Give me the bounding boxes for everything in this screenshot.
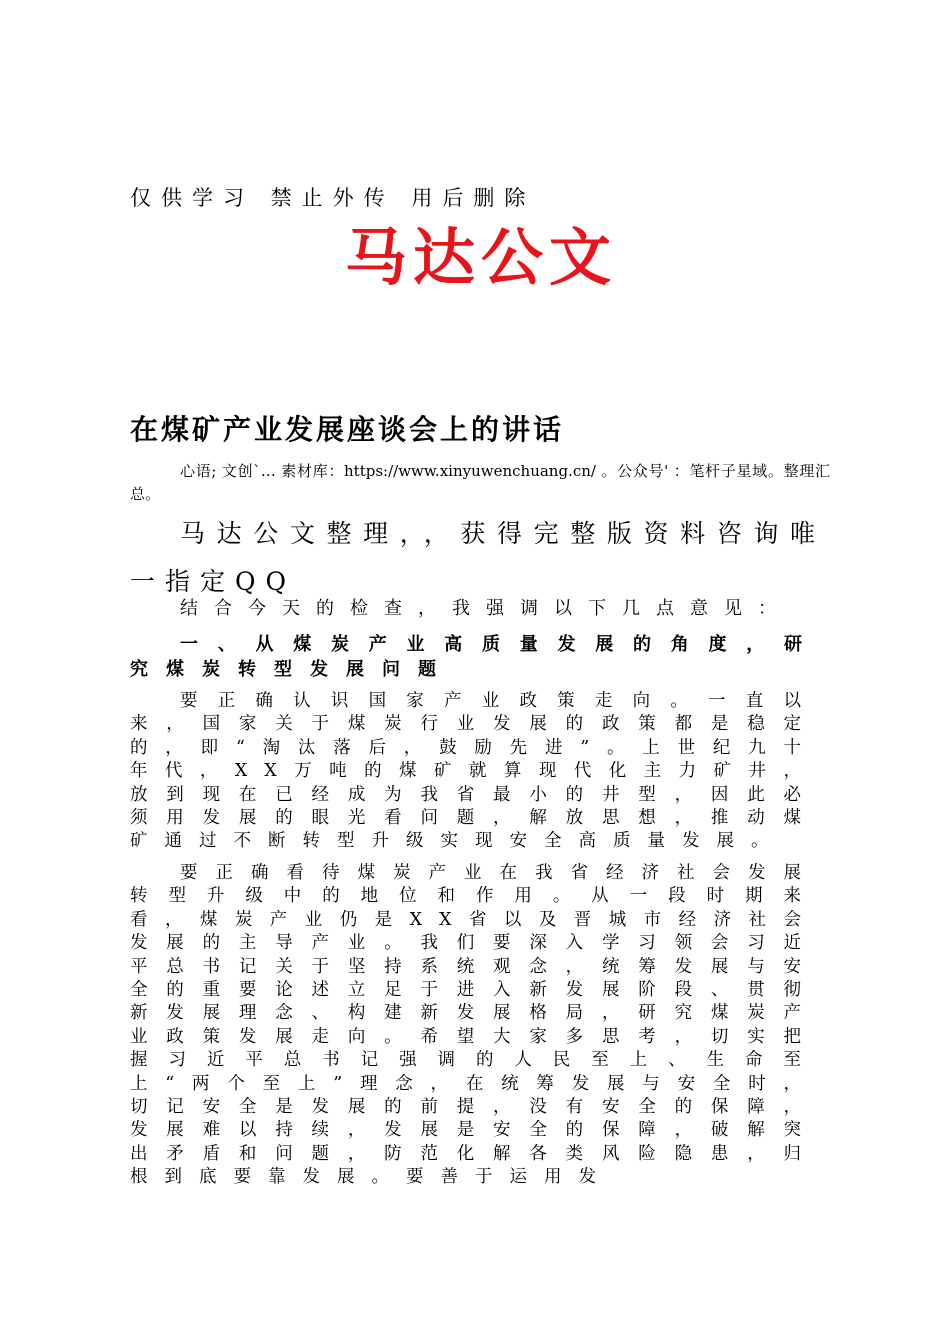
source-line: 心语; 文创`… 素材库：https://www.xinyuwenchuang.cn/ 。公众号' ：笔杆子星域。整理汇总。 <box>130 462 830 503</box>
body-paragraph: 要正确认识国家产业政策走向。一直以来，国家关于煤炭行业发展的政策都是稳定的，即“淘汰落后，鼓励先进”。上世纪九十年代，XX万吨的煤矿就算现代化主力矿井，放到现在已经成为我省最小的井型，因此必须用发展的眼光看问题，解放思想，推动煤矿通过不断转型升级实现安全高质量发展。 <box>130 691 818 852</box>
body-paragraph: 要正确看待煤炭产业在我省经济社会发展转型升级中的地位和作用。从一段时期来看，煤炭产业仍是XX省以及晋城市经济社会发展的主导产业。我们要深入学习领会习近平总书记关于坚持系统观念，统筹发展与安全的重要论述立足于进入新发展阶段、贯彻新发展理念、构建新发展格局，研究煤炭产业政策发展走向。希望大家多思考，切实把握习近平总书记强调的人民至上、生命至上“两个至上”理念，在统筹发展与安全时，切记安全是发展的前提，没有安全的保障，发展难以持续，发展是安全的保障，破解突出矛盾和问题，防范化解各类风险隐患，归根到底要靠发展。要善于运用发 <box>130 863 818 1188</box>
intro-line: 结合今天的检查，我强调以下几点意见： <box>180 598 792 619</box>
document-title: 在煤矿产业发展座谈会上的讲话 <box>130 413 565 446</box>
qq-notice: 马达公文整理，，获得完整版资料咨询唯一指定QQ <box>130 519 825 596</box>
brand-logo-text: 马达公文 <box>345 221 618 294</box>
section-heading: 一、从煤炭产业高质量发展的角度，研究煤炭转型发展问题 <box>130 634 820 680</box>
usage-notice: 仅供学习 禁止外传 用后删除 <box>130 186 536 210</box>
